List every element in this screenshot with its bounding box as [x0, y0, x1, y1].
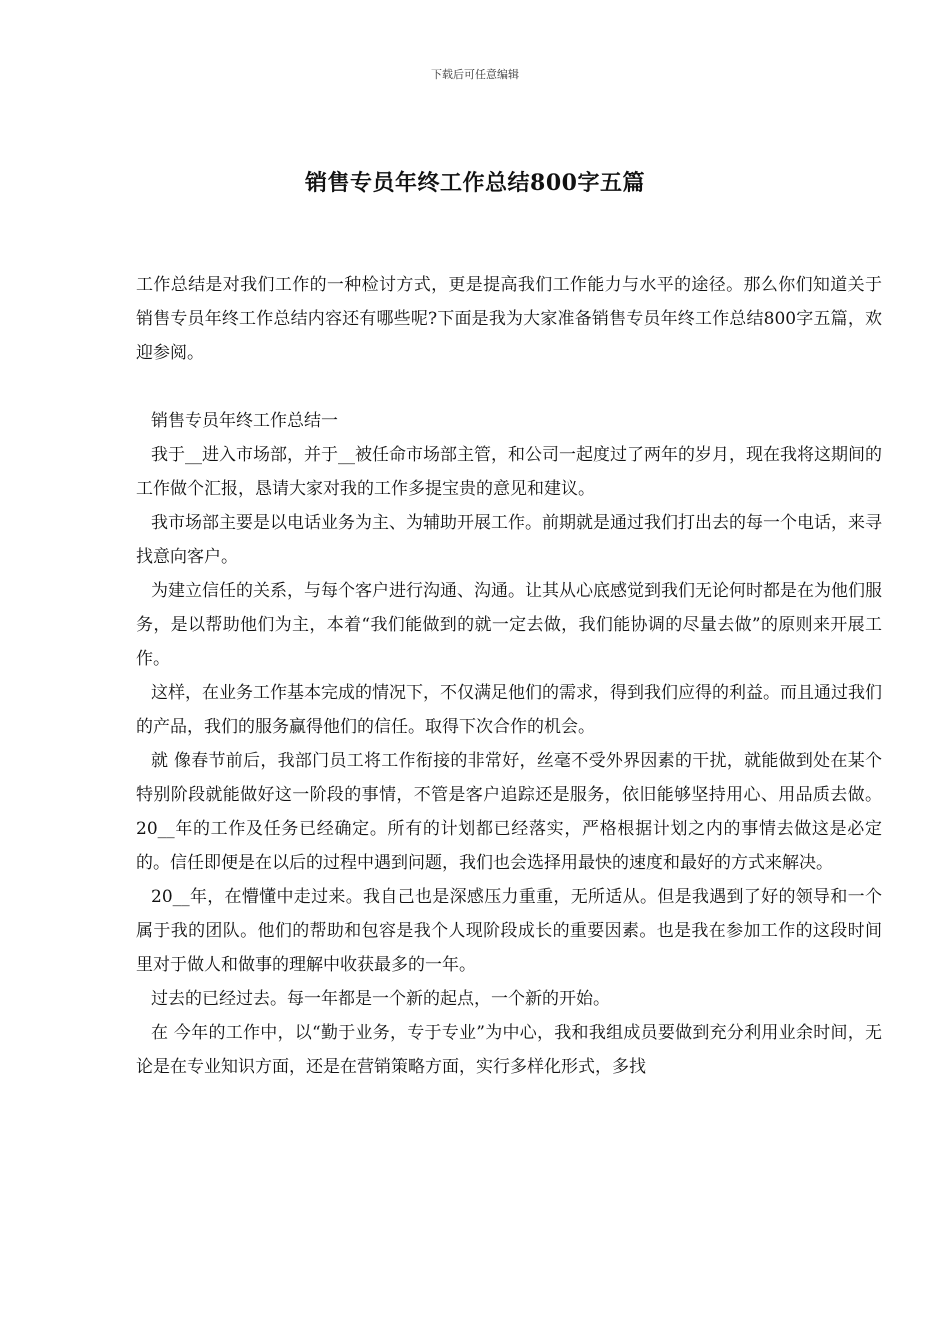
body-paragraph: 我于__进入市场部，并于__被任命市场部主管，和公司一起度过了两年的岁月，现在我将这期间的工作做个汇报，恳请大家对我的工作多提宝贵的意见和建议。 — [136, 445, 882, 499]
section-heading: 销售专员年终工作总结一 — [151, 411, 338, 431]
body-paragraph: 20__年，在懵懂中走过来。我自己也是深感压力重重，无所适从。但是我遇到了好的领导和一个属于我的团队。他们的帮助和包容是我个人现阶段成长的重要因素。也是我在参加工作的这段时间里对于做人和做事的理解中收获最多的一年。 — [136, 887, 882, 975]
body-paragraph: 过去的已经过去。每一年都是一个新的起点，一个新的开始。 — [151, 989, 610, 1009]
intro-paragraph: 工作总结是对我们工作的一种检讨方式，更是提高我们工作能力与水平的途径。那么你们知道关于销售专员年终工作总结内容还有哪些呢?下面是我为大家准备销售专员年终工作总结800字五篇，欢迎参阅。 — [136, 275, 882, 363]
document-body — [136, 268, 882, 1084]
body-paragraph: 为建立信任的关系，与每个客户进行沟通、沟通。让其从心底感觉到我们无论何时都是在为他们服务，是以帮助他们为主，本着“我们能做到的就一定去做，我们能协调的尽量去做”的原则来开展工作。 — [136, 581, 882, 669]
body-paragraph: 我市场部主要是以电话业务为主、为辅助开展工作。前期就是通过我们打出去的每一个电话，来寻找意向客户。 — [136, 513, 882, 567]
body-paragraph: 这样，在业务工作基本完成的情况下，不仅满足他们的需求，得到我们应得的利益。而且通过我们的产品，我们的服务赢得他们的信任。取得下次合作的机会。 — [136, 683, 882, 737]
body-paragraph: 就 像春节前后，我部门员工将工作衔接的非常好，丝毫不受外界因素的干扰，就能做到处在某个特别阶段就能做好这一阶段的事情，不管是客户追踪还是服务，依旧能够坚持用心、用品质去做。20__年的工作及任务已经确定。所有的计划都已经落实，严格根据计划之内的事情去做这是必定的。信任即便是在以后的过程中遇到问题，我们也会选择用最快的速度和最好的方式来解决。 — [136, 751, 882, 873]
header-note: 下载后可任意编辑 — [431, 68, 519, 81]
body-paragraph: 在 今年的工作中，以“勤于业务，专于专业”为中心，我和我组成员要做到充分利用业余时间，无论是在专业知识方面，还是在营销策略方面，实行多样化形式，多找 — [136, 1023, 882, 1077]
document-title: 销售专员年终工作总结800字五篇 — [305, 170, 645, 196]
